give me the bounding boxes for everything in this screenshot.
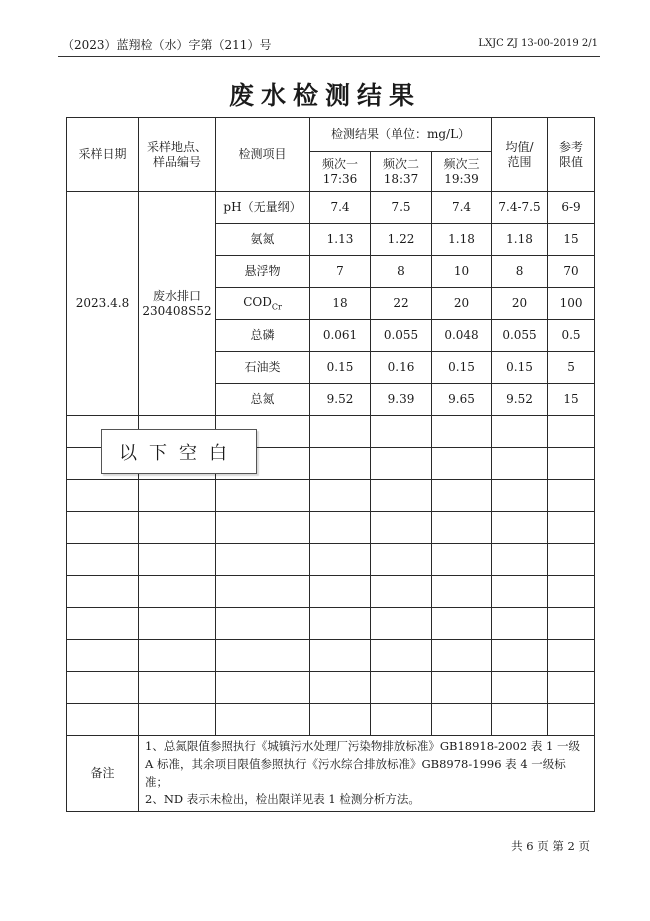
value-freq-1: 7.4 bbox=[310, 192, 371, 224]
freq-2-label: 频次二 bbox=[382, 156, 419, 171]
value-limit: 15 bbox=[548, 224, 595, 256]
value-freq-1: 18 bbox=[310, 288, 371, 320]
freq-1-label: 频次一 bbox=[321, 156, 358, 171]
value-limit: 0.5 bbox=[548, 320, 595, 352]
item-name: 石油类 bbox=[216, 352, 310, 384]
notes-row bbox=[67, 736, 595, 812]
item-name: 氨氮 bbox=[216, 224, 310, 256]
value-limit: 15 bbox=[548, 384, 595, 416]
empty-row bbox=[67, 608, 595, 640]
value-freq-1: 7 bbox=[310, 256, 371, 288]
value-freq-3: 20 bbox=[432, 288, 492, 320]
empty-row bbox=[67, 640, 595, 672]
col-header-freq-2 bbox=[371, 152, 432, 192]
value-freq-1: 1.13 bbox=[310, 224, 371, 256]
value-freq-2: 8 bbox=[371, 256, 432, 288]
empty-row bbox=[67, 480, 595, 512]
col-header-freq-3 bbox=[432, 152, 492, 192]
col-header-limit-line2: 限值 bbox=[559, 154, 584, 169]
item-name: 悬浮物 bbox=[216, 256, 310, 288]
report-number: （2023）蓝翔检（水）字第（211）号 bbox=[62, 38, 272, 52]
col-header-results: 检测结果（单位：mg/L） bbox=[310, 118, 492, 152]
value-average: 1.18 bbox=[492, 224, 548, 256]
value-average: 0.055 bbox=[492, 320, 548, 352]
table-row bbox=[67, 192, 595, 224]
value-freq-3: 7.4 bbox=[432, 192, 492, 224]
value-freq-3: 9.65 bbox=[432, 384, 492, 416]
item-name-cod bbox=[216, 288, 310, 320]
value-average: 8 bbox=[492, 256, 548, 288]
col-header-average-line2: 范围 bbox=[507, 154, 532, 169]
item-name: COD bbox=[243, 294, 272, 309]
value-freq-3: 0.048 bbox=[432, 320, 492, 352]
value-freq-1: 9.52 bbox=[310, 384, 371, 416]
item-name: 总磷 bbox=[216, 320, 310, 352]
value-freq-2: 9.39 bbox=[371, 384, 432, 416]
value-limit: 5 bbox=[548, 352, 595, 384]
blank-below-stamp: 以下空白 bbox=[101, 429, 257, 474]
value-limit: 100 bbox=[548, 288, 595, 320]
col-header-location-line1: 采样地点、 bbox=[146, 139, 207, 154]
header-row bbox=[67, 118, 595, 152]
value-freq-1: 0.15 bbox=[310, 352, 371, 384]
value-freq-2: 0.055 bbox=[371, 320, 432, 352]
sample-id: 230408S52 bbox=[142, 303, 212, 318]
empty-row bbox=[67, 672, 595, 704]
sample-date: 2023.4.8 bbox=[67, 192, 139, 416]
empty-row bbox=[67, 704, 595, 736]
note-line-2: 2、ND 表示未检出，检出限详见表 1 检测分析方法。 bbox=[145, 792, 420, 807]
sample-location: 废水排口 bbox=[152, 288, 201, 303]
notes-label: 备注 bbox=[67, 736, 139, 812]
value-average: 0.15 bbox=[492, 352, 548, 384]
header-divider bbox=[58, 56, 600, 57]
freq-1-time: 17:36 bbox=[322, 171, 358, 186]
page-number: 共 6 页 第 2 页 bbox=[511, 839, 590, 853]
value-freq-3: 1.18 bbox=[432, 224, 492, 256]
value-freq-1: 0.061 bbox=[310, 320, 371, 352]
item-name: 总氮 bbox=[216, 384, 310, 416]
value-freq-3: 0.15 bbox=[432, 352, 492, 384]
col-header-date: 采样日期 bbox=[67, 118, 139, 192]
col-header-average bbox=[492, 118, 548, 192]
freq-3-time: 19:39 bbox=[444, 171, 479, 186]
value-limit: 6-9 bbox=[548, 192, 595, 224]
col-header-limit bbox=[548, 118, 595, 192]
value-freq-3: 10 bbox=[432, 256, 492, 288]
col-header-freq-1 bbox=[310, 152, 371, 192]
col-header-average-line1: 均值/ bbox=[505, 139, 534, 154]
value-average: 7.4-7.5 bbox=[492, 192, 548, 224]
empty-row bbox=[67, 576, 595, 608]
col-header-limit-line1: 参考 bbox=[559, 139, 584, 154]
sample-location-cell bbox=[139, 192, 216, 416]
col-header-item: 检测项目 bbox=[216, 118, 310, 192]
value-limit: 70 bbox=[548, 256, 595, 288]
empty-row bbox=[67, 512, 595, 544]
value-average: 9.52 bbox=[492, 384, 548, 416]
value-freq-2: 1.22 bbox=[371, 224, 432, 256]
item-subscript: Cr bbox=[271, 302, 282, 312]
freq-2-time: 18:37 bbox=[383, 171, 419, 186]
page-title: 废水检测结果 bbox=[228, 81, 421, 110]
document-code: LXJC ZJ 13-00-2019 2/1 bbox=[478, 38, 598, 49]
note-line-1: 1、总氮限值参照执行《城镇污水处理厂污染物排放标准》GB18918-2002 表 1 一级 A 标准，其余项目限值参照执行《污水综合排放标准》GB8978-1996 表 4 一级标准； bbox=[145, 739, 580, 789]
freq-3-label: 频次三 bbox=[443, 156, 480, 171]
value-freq-2: 0.16 bbox=[371, 352, 432, 384]
col-header-location bbox=[139, 118, 216, 192]
empty-row bbox=[67, 544, 595, 576]
item-name: pH（无量纲） bbox=[216, 192, 310, 224]
notes-content bbox=[139, 736, 595, 812]
value-freq-2: 7.5 bbox=[371, 192, 432, 224]
value-average: 20 bbox=[492, 288, 548, 320]
value-freq-2: 22 bbox=[371, 288, 432, 320]
col-header-location-line2: 样品编号 bbox=[152, 154, 201, 169]
